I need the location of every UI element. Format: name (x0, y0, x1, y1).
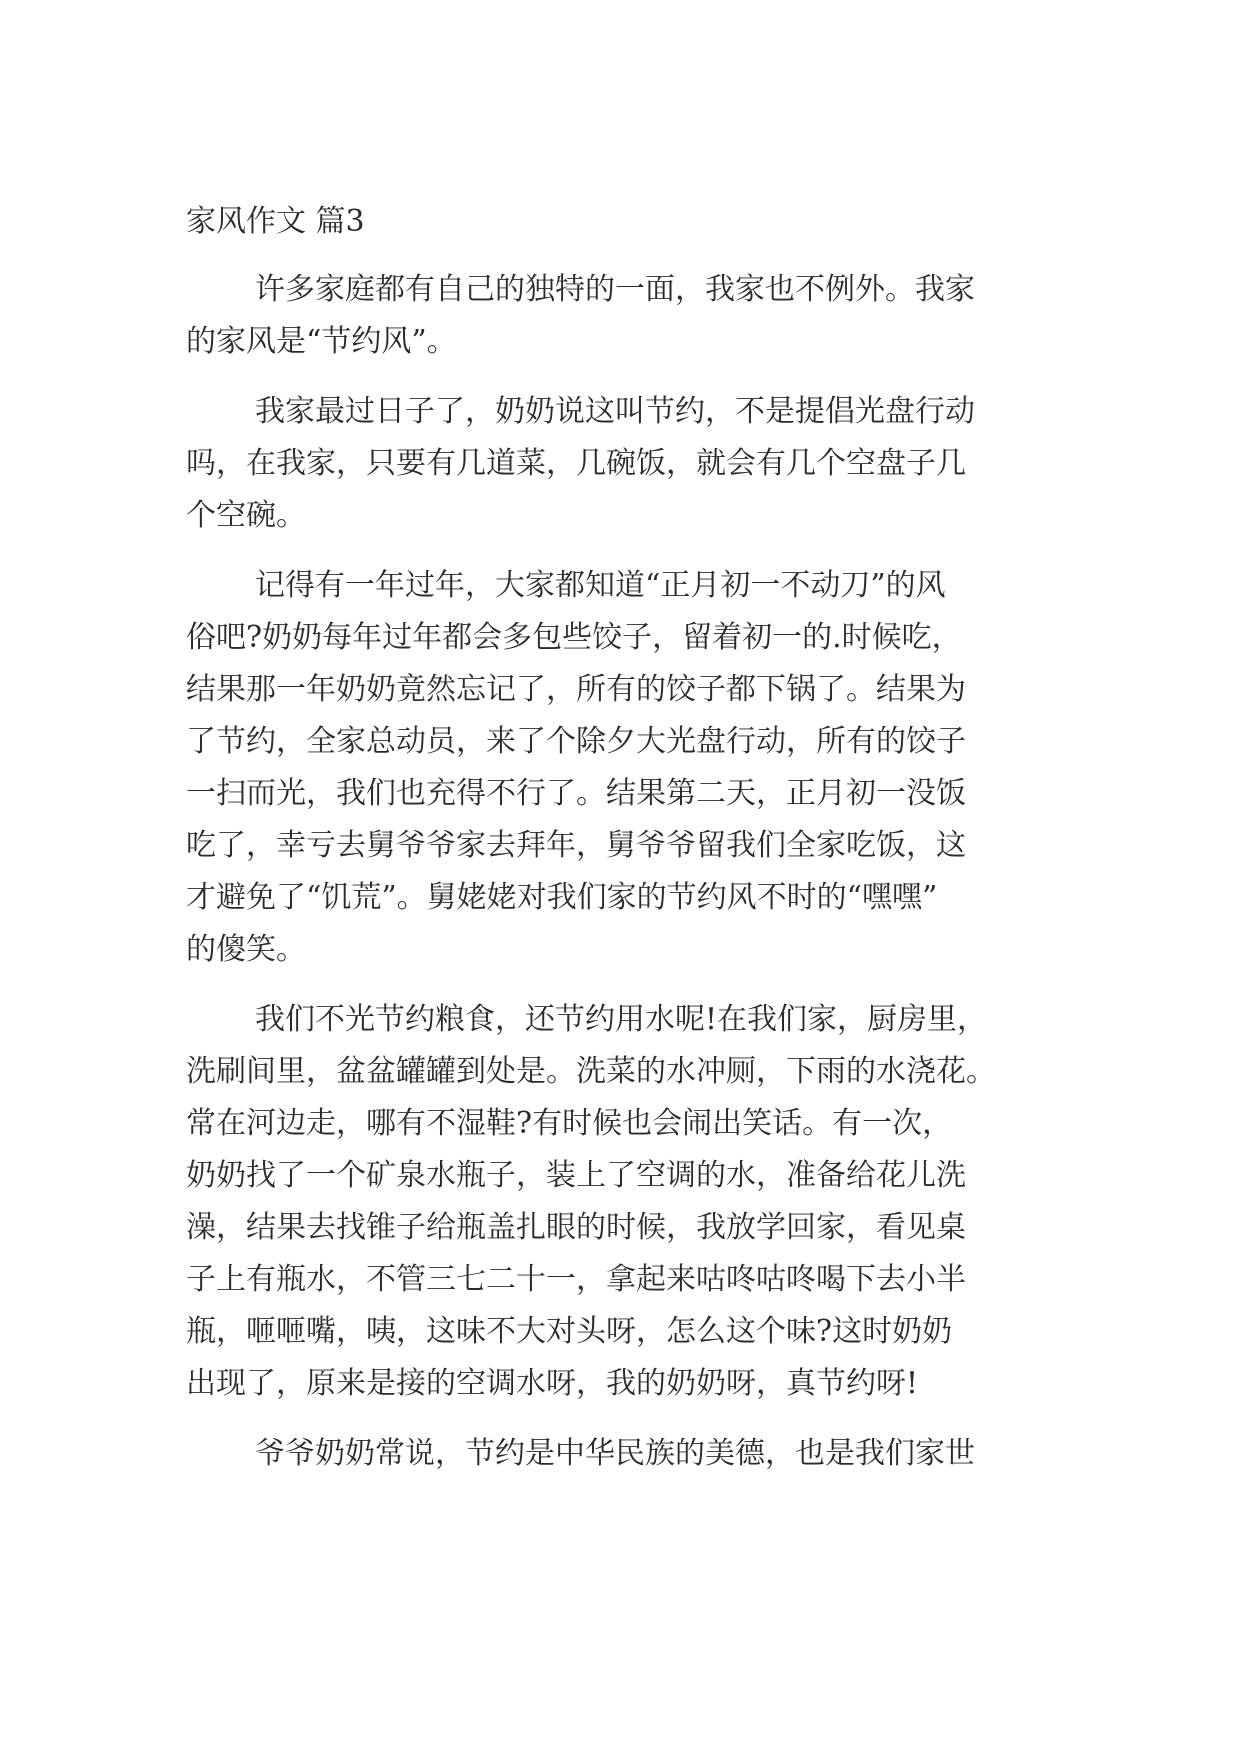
paragraph-3-line-1: 记得有一年过年，大家都知道“正月初一不动刀”的风 (255, 568, 946, 603)
paragraph-3-line-6: 吃了，幸亏去舅爷爷家去拜年，舅爷爷留我们全家吃饭，这 (186, 828, 966, 863)
paragraph-3-line-7: 才避免了“饥荒”。舅姥姥对我们家的节约风不时的“嘿嘿” (186, 880, 938, 915)
document-title: 家风作文 篇3 (186, 204, 365, 239)
paragraph-3-line-2: 俗吧?奶奶每年过年都会多包些饺子，留着初一的.时候吃， (186, 620, 962, 655)
paragraph-5-line-1: 爷爷奶奶常说，节约是中华民族的美德，也是我们家世 (255, 1436, 975, 1471)
paragraph-4-line-1: 我们不光节约粮食，还节约用水呢!在我们家，厨房里， (255, 1002, 988, 1037)
paragraph-4-line-5: 澡，结果去找锥子给瓶盖扎眼的时候，我放学回家，看见桌 (186, 1210, 966, 1245)
paragraph-3-line-3: 结果那一年奶奶竟然忘记了，所有的饺子都下锅了。结果为 (186, 672, 966, 707)
paragraph-4-line-8: 出现了，原来是接的空调水呀，我的奶奶呀，真节约呀! (186, 1366, 919, 1401)
paragraph-2-line-1: 我家最过日子了，奶奶说这叫节约，不是提倡光盘行动 (255, 394, 975, 429)
paragraph-1-line-1: 许多家庭都有自己的独特的一面，我家也不例外。我家 (255, 272, 975, 307)
paragraph-4-line-3: 常在河边走，哪有不湿鞋?有时候也会闹出笑话。有一次， (186, 1106, 953, 1141)
paragraph-2-line-3: 个空碗。 (186, 498, 306, 533)
paragraph-4-line-6: 子上有瓶水，不管三七二十一，拿起来咕咚咕咚喝下去小半 (186, 1262, 966, 1297)
paragraph-4-line-7: 瓶，咂咂嘴，咦，这味不大对头呀，怎么这个味?这时奶奶 (186, 1314, 953, 1349)
paragraph-3-line-4: 了节约，全家总动员，来了个除夕大光盘行动，所有的饺子 (186, 724, 966, 759)
paragraph-1-line-2: 的家风是“节约风”。 (186, 324, 457, 359)
paragraph-2-line-2: 吗，在我家，只要有几道菜，几碗饭，就会有几个空盘子几 (186, 446, 966, 481)
paragraph-3-line-5: 一扫而光，我们也充得不行了。结果第二天，正月初一没饭 (186, 776, 966, 811)
paragraph-4-line-2: 洗刷间里，盆盆罐罐到处是。洗菜的水冲厕，下雨的水浇花。 (186, 1054, 996, 1089)
paragraph-3-line-8: 的傻笑。 (186, 932, 306, 967)
paragraph-4-line-4: 奶奶找了一个矿泉水瓶子，装上了空调的水，准备给花儿洗 (186, 1158, 966, 1193)
